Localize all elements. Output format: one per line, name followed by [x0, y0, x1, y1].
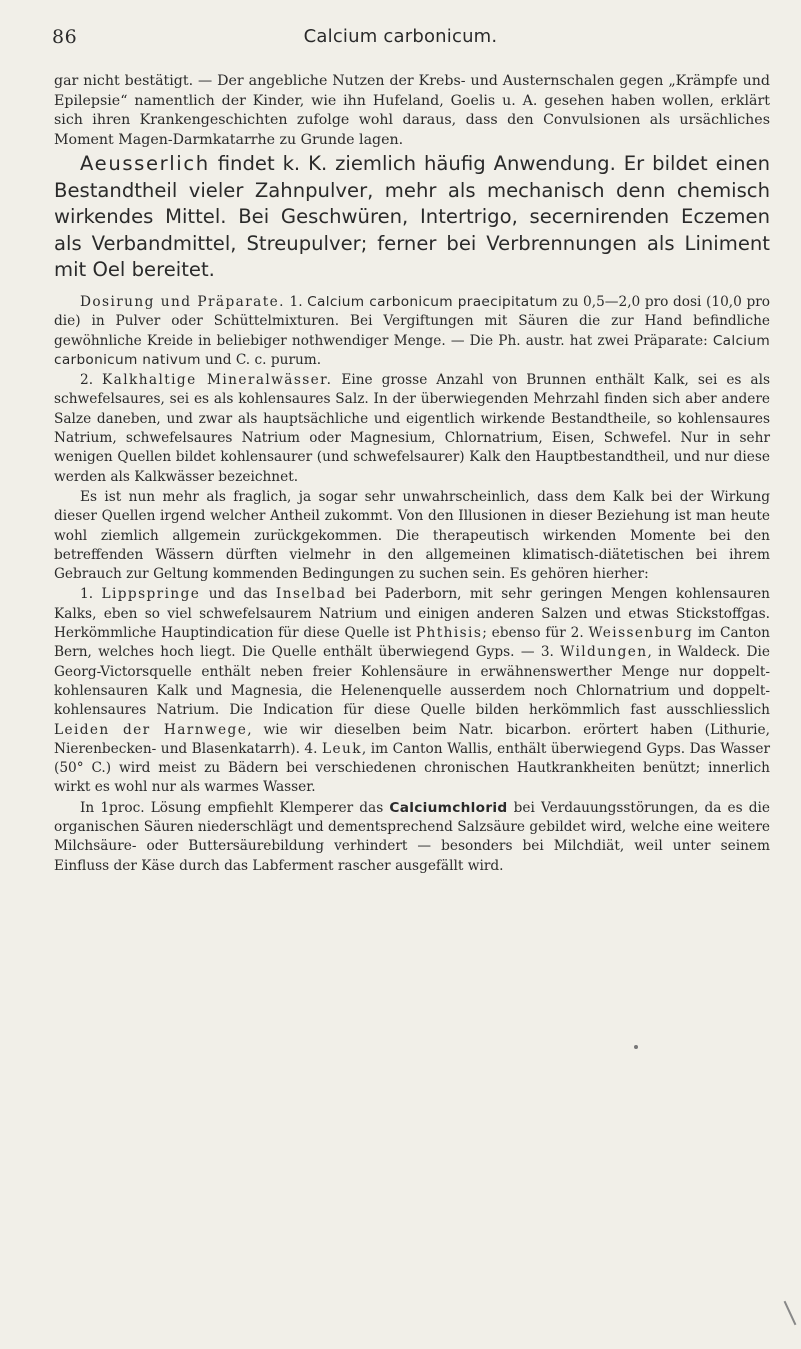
spring-weissenburg: Weissenburg — [588, 625, 694, 642]
page-number: 86 — [52, 26, 78, 48]
springs-text-7: , im Canton Wallis, enthält überwiegend Gyps. Das Wasser (50° C.) wird meist zu Bädern bei verschiedenen chronischen Hautkrankheiten benützt; innerlich wirkt es wohl nur als warmes Wasser. — [54, 740, 770, 796]
dosage-text: zu 0,5—2,0 pro dosi (10,0 pro die) in Pulver oder Schüttelmixturen. Bei Vergiftungen mit Säuren die zur Hand befindliche gewöhnliche Kreide in beliebiger nothwendiger Menge. — Die Ph. austr. hat zwei Präparate: — [54, 294, 771, 349]
mineral-text: Eine grosse Anzahl von Brunnen enthält Kalk, sei es als schwefelsaures, sei es als kohlensaures Salz. In der überwiegenden Mehrzahl finden sich aber andere Salze daneben, und zwar als hauptsächliche und eigentlich wirkende Bestandtheile, so kohlensaures Natrium, schwefelsaures Natrium oder Magnesium, Chlornatrium, Eisen, Schwefel. Nur in sehr wenigen Quellen bildet kohlensaurer (und schwefelsaurer) Kalk den Hauptbestandtheil, und nur diese werden als Kalkwässer bezeichnet. — [54, 372, 770, 485]
springs-text-1: und das — [200, 586, 276, 603]
springs-text-4: im Canton Bern, welches hoch liegt. Die Quelle enthält überwiegend Gyps. — 3. — [54, 625, 770, 661]
mineral-heading: Kalkhaltige Mineralwässer. — [102, 372, 333, 389]
preparation-praecipitatum: Calcium carbonicum praecipitatum — [307, 294, 558, 310]
external-use-paragraph — [54, 151, 770, 284]
spring-wildungen: Wildungen — [560, 644, 648, 661]
calcium-chloride-name: Calciumchlorid — [389, 799, 508, 816]
question-paragraph: Es ist nun mehr als fraglich, ja sogar sehr unwahrscheinlich, dass dem Kalk bei der Wirkung dieser Quellen irgend welcher Antheil zukommt. Von den Illusionen in dieser Beziehung ist man heute wohl ziemlich allgemein zurückgekommen. Die therapeutisch wirkenden Momente bei den betreffenden Wässern dürften vielmehr in den allgemeinen klimatisch-diätetischen bei ihrem Gebrauch zur Geltung kommenden Bedingungen zu suchen sein. Es gehören hierher: — [54, 488, 770, 583]
preparation-nativum: Calcium carbonicum nativum — [54, 332, 770, 368]
running-title: Calcium carbonicum. — [303, 26, 498, 47]
dosage-heading: Dosirung und Präparate. — [80, 294, 285, 310]
mineral-water-paragraph — [54, 371, 770, 487]
spring-leuk: Leuk — [321, 740, 362, 757]
indication-harnwege: Leiden der Harnwege — [54, 721, 248, 738]
page-header — [0, 26, 801, 56]
mineral-number: 2. — [80, 372, 103, 389]
springs-text-2: bei Paderborn, mit sehr geringen Mengen kohlensauren Kalks, eben so viel schwefelsaurem Natrium und einigen anderen Salzen und etwas Stickstoffgas. Herkömmliche Hauptindication für diese Quelle ist — [54, 586, 770, 642]
ink-dot — [634, 1045, 638, 1049]
springs-text-6: , wie wir dieselben beim Natr. bicarbon. erörtert haben (Lithurie, Nierenbecken- und Blasenkatarrh). 4. — [54, 721, 770, 757]
dosage-number: 1. — [284, 294, 308, 310]
spring-lippspringe: Lippspringe — [101, 586, 201, 603]
page-edge-mark — [784, 1301, 797, 1325]
springs-number: 1. — [80, 586, 102, 603]
dosage-tail: und C. c. purum. — [200, 351, 322, 368]
chloride-text-1: In 1proc. Lösung empfiehlt Klemperer das — [80, 799, 390, 816]
small-print-section — [54, 293, 770, 876]
intro-paragraph: gar nicht bestätigt. — Der angebliche Nutzen der Krebs- und Austernschalen gegen „Krämpfe und Epilepsie“ namentlich der Kinder, wie ihn Hufeland, Goelis u. A. gesehen haben wollen, erklärt sich ihren Krankengeschichten zufolge wohl daraus, dass den Convulsionen als ursächliches Moment Magen-Darmkatarrhe zu Grunde lagen. — [54, 73, 770, 148]
dosage-paragraph — [54, 293, 770, 370]
external-use-lead: Aeusserlich — [80, 152, 210, 175]
external-use-text: findet k. K. ziemlich häufig Anwendung. Er bildet einen Bestandtheil vieler Zahnpulver, mehr als mechanisch denn chemisch wirkendes Mittel. Bei Geschwüren, Intertrigo, secernirenden Eczemen als Verbandmittel, Streupulver; ferner bei Verbrennungen als Liniment mit Oel bereitet. — [54, 152, 770, 281]
springs-text-3: ; ebenso für 2. — [482, 625, 589, 642]
chloride-text-2: bei Verdauungsstörungen, da es die organischen Säuren niederschlägt und dementsprechend Salzsäure gebildet wird, welche eine weitere Milchsäure- oder Buttersäurebildung verhindert — besonders bei Milchdiät, weil unter seinem Einfluss der Käse durch das Labferment rascher ausgefällt wird. — [54, 799, 770, 874]
springs-text-5: , in Waldeck. Die Georg-Victorsquelle enthält neben freier Kohlensäure in erwähnenswerther Menge nur doppelt-kohlensauren Kalk und Magnesia, die Helenenquelle ausserdem noch Chlornatrium und doppelt-kohlensaures Natrium. Die Indication für diese Quelle bilden herkömmlich fast ausschliesslich — [54, 644, 771, 719]
calcium-chloride-paragraph — [54, 799, 770, 876]
indication-phthisis: Phthisis — [415, 625, 483, 642]
spring-inselbad: Inselbad — [275, 586, 347, 603]
springs-paragraph — [54, 585, 770, 797]
